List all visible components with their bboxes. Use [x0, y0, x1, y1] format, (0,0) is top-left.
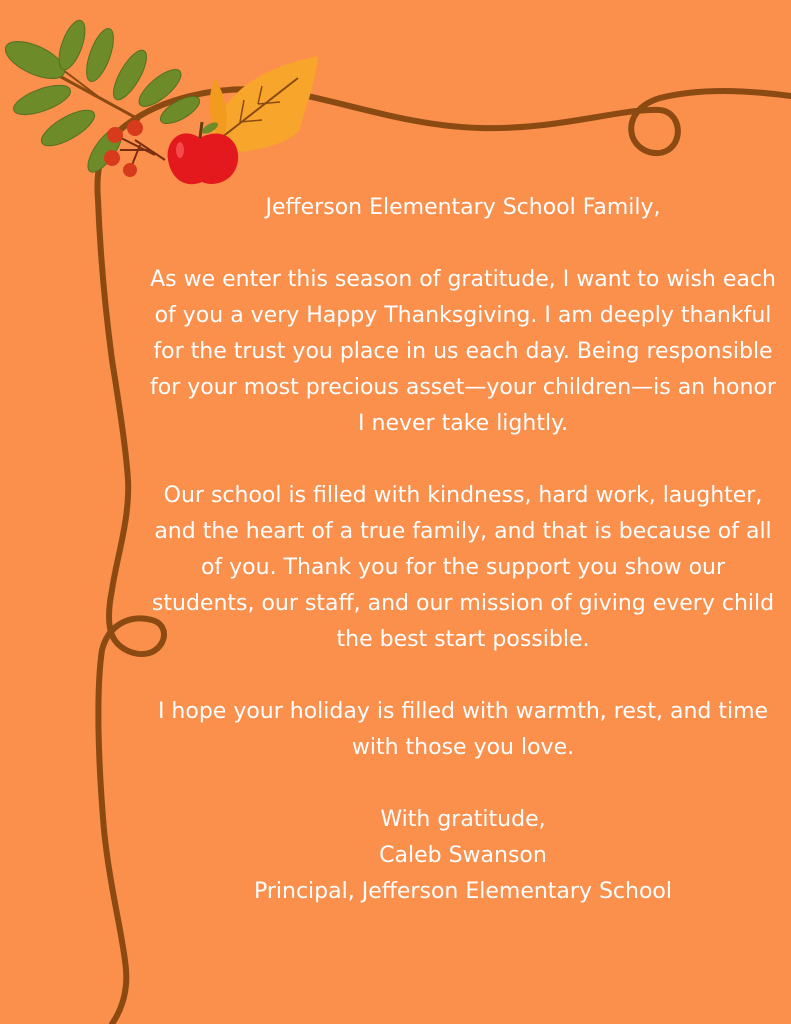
letter-paragraph-3: I hope your holiday is filled with warmth, rest, and time with those you love. — [157, 699, 769, 760]
letter-closing: With gratitude, — [380, 807, 546, 832]
letter-body — [150, 190, 776, 910]
letter-paragraph-1: As we enter this season of gratitude, I want to wish each of you a very Happy Thanksgiving. I am deeply thankful for the trust you place in us each day. Being responsible for your most precious asset—your children—is an honor I never take lightly. — [150, 267, 776, 436]
signature-name: Caleb Swanson — [379, 843, 547, 868]
signature-title: Principal, Jefferson Elementary School — [253, 879, 672, 904]
letter-paragraph-2: Our school is filled with kindness, hard work, laughter, and the heart of a true family, and that is because of all of you. Thank you for the support you show our students, our staff, and our mission of giving every child the best start possible. — [151, 483, 775, 652]
letter-greeting: Jefferson Elementary School Family, — [265, 195, 661, 220]
